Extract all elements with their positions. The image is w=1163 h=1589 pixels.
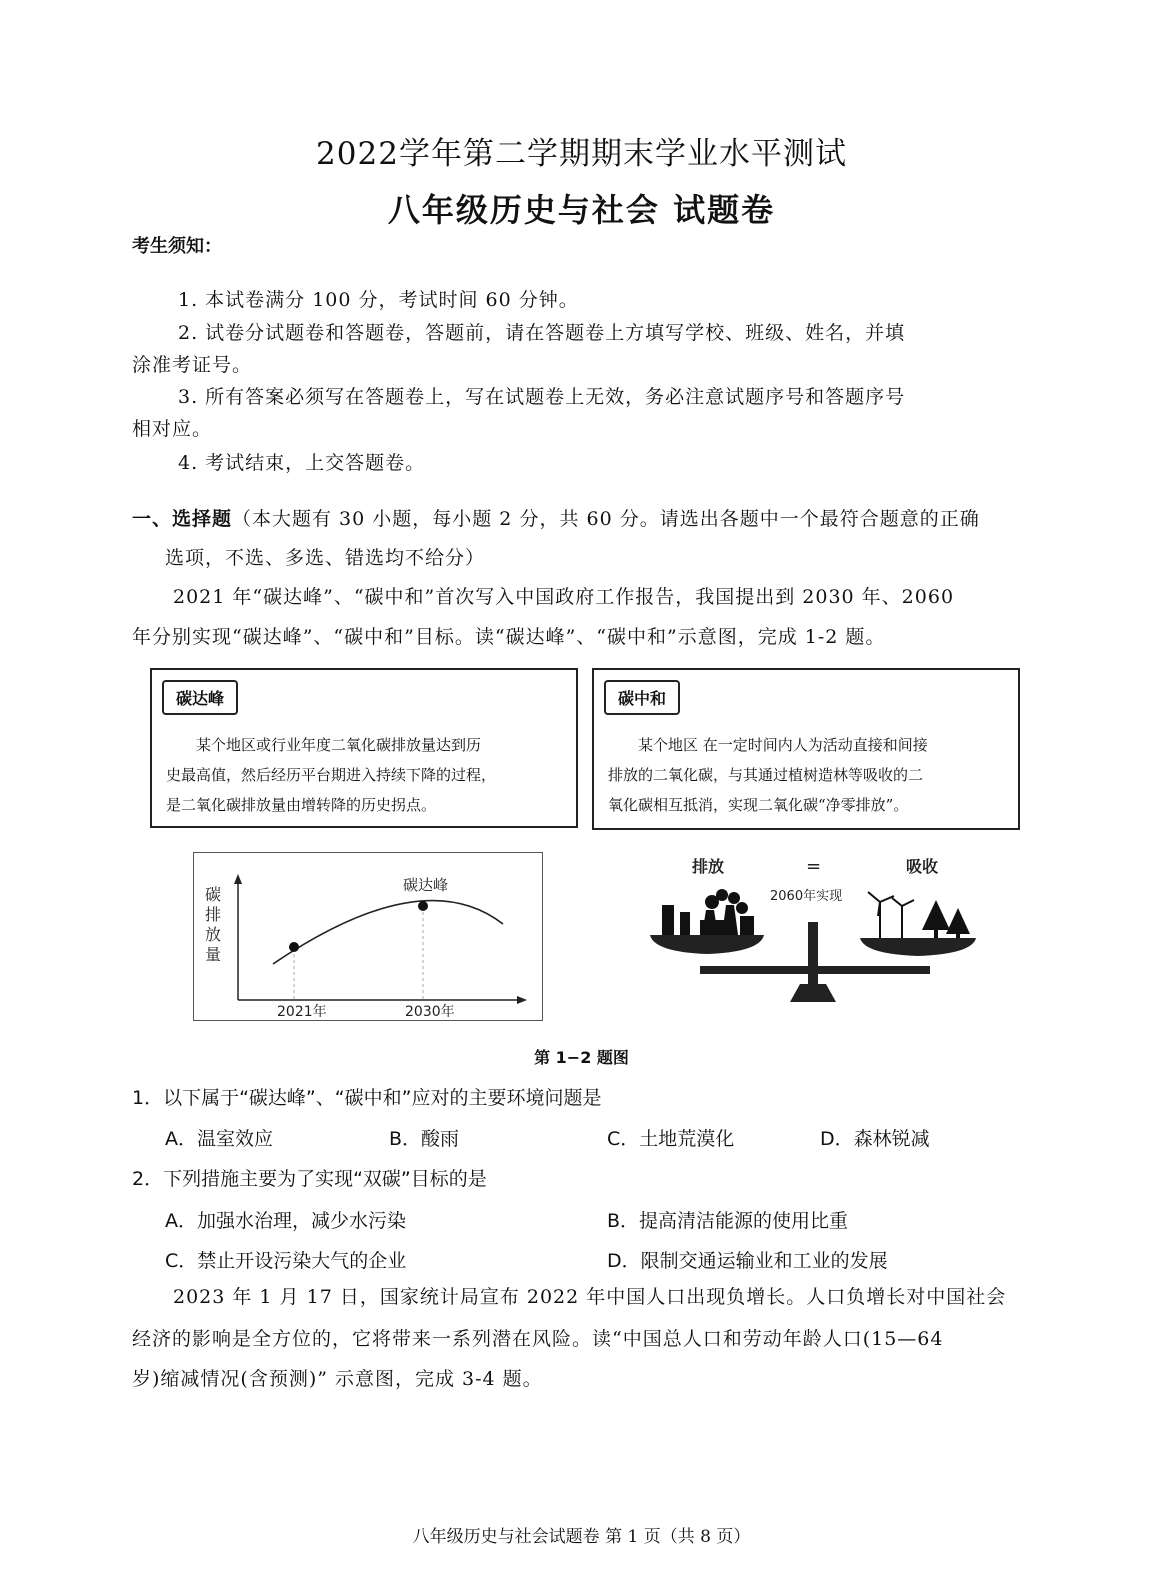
- question-2-option-c[interactable]: C．禁止开设污染大气的企业: [165, 1250, 407, 1272]
- question-1-option-b[interactable]: B．酸雨: [389, 1128, 460, 1150]
- carbon-peak-line2: 史最高值，然后经历平台期进入持续下降的过程，: [166, 766, 497, 784]
- figure-caption: 第 1−2 题图: [534, 1048, 629, 1067]
- carbon-neutral-tag: 碳中和: [604, 680, 680, 715]
- question-2-stem: 2．下列措施主要为了实现“双碳”目标的是: [132, 1168, 487, 1190]
- notice-item-2-cont: 涂准考证号。: [132, 354, 253, 376]
- carbon-peak-chart: [193, 852, 543, 1022]
- carbon-neutral-line2: 排放的二氧化碳，与其通过植树造林等吸收的二: [608, 766, 924, 784]
- passage2-line1: 2023 年 1 月 17 日，国家统计局宣布 2022 年中国人口出现负增长。人口负增长对中国社会: [173, 1286, 1007, 1308]
- question-2-option-d[interactable]: D．限制交通运输业和工业的发展: [607, 1250, 888, 1272]
- carbon-neutral-line1: 某个地区 在一定时间内人为活动直接和间接: [638, 736, 928, 754]
- carbon-peak-box: [150, 668, 578, 828]
- y-axis-label: 碳排放量: [205, 885, 222, 964]
- balance-beam: [700, 966, 930, 974]
- passage1-line1: 2021 年“碳达峰”、“碳中和”首次写入中国政府工作报告，我国提出到 2030 年、2060: [173, 586, 955, 608]
- x-tick-2030: 2030年: [405, 1004, 455, 1020]
- wind-turbine-icon: [868, 892, 914, 938]
- passage2-line2: 经济的影响是全方位的，它将带来一系列潜在风险。读“中国总人口和劳动年龄人口(15—64: [132, 1328, 944, 1350]
- carbon-peak-text: [166, 730, 564, 820]
- balance-post: [808, 922, 818, 984]
- section-desc: （本大题有 30 小题，每小题 2 分，共 60 分。请选出各题中一个最符合题意的正确: [232, 508, 980, 530]
- question-1-stem: 1．以下属于“碳达峰”、“碳中和”应对的主要环境问题是: [132, 1087, 602, 1109]
- chart-frame: [194, 853, 543, 1021]
- left-pan: [650, 935, 764, 954]
- question-1-option-c[interactable]: C．土地荒漠化: [607, 1128, 735, 1150]
- section-desc-cont: 选项，不选、多选、错选均不给分）: [165, 547, 486, 569]
- carbon-neutral-box: [592, 668, 1020, 830]
- notice-heading: 考生须知：: [132, 236, 222, 257]
- page-footer: 八年级历史与社会试题卷 第 1 页（共 8 页）: [412, 1527, 751, 1547]
- carbon-neutral-text: [608, 730, 1006, 820]
- passage1-line2: 年分别实现“碳达峰”、“碳中和”目标。读“碳达峰”、“碳中和”示意图，完成 1-2 题。: [132, 626, 886, 648]
- question-2-option-a[interactable]: A．加强水治理，减少水污染: [165, 1210, 406, 1232]
- balance-illustration: [640, 850, 990, 1010]
- carbon-peak-line1: 某个地区或行业年度二氧化碳排放量达到历: [196, 736, 482, 754]
- notice-item-4: 4. 考试结束，上交答题卷。: [178, 452, 426, 474]
- question-2-option-b[interactable]: B．提高清洁能源的使用比重: [607, 1210, 849, 1232]
- notice-item-3-cont: 相对应。: [132, 418, 213, 440]
- point-peak: [418, 901, 428, 911]
- carbon-peak-tag: 碳达峰: [162, 680, 238, 715]
- notice-item-2: 2. 试卷分试题卷和答题卷，答题前，请在答题卷上方填写学校、班级、姓名，并填: [178, 322, 906, 344]
- balance-base: [790, 984, 836, 1002]
- section-heading: [132, 506, 980, 532]
- carbon-neutral-line3: 氧化碳相互抵消，实现二氧化碳“净零排放”。: [608, 796, 909, 814]
- question-1-option-a[interactable]: A．温室效应: [165, 1128, 273, 1150]
- point-2021: [289, 942, 299, 952]
- right-pan: [860, 938, 976, 956]
- tree-icon: [922, 900, 970, 938]
- notice-item-3: 3. 所有答案必须写在答题卷上，写在试题卷上无效，务必注意试题序号和答题序号: [178, 386, 906, 408]
- section-label: 一、选择题: [132, 508, 233, 530]
- notice-item-1: 1. 本试卷满分 100 分，考试时间 60 分钟。: [178, 289, 579, 311]
- exam-title: 2022学年第二学期期末学业水平测试: [316, 136, 847, 172]
- question-1-option-d[interactable]: D．森林锐减: [820, 1128, 930, 1150]
- absorption-label: 吸收: [906, 857, 939, 876]
- factory-icon: [662, 889, 754, 935]
- peak-annotation: 碳达峰: [403, 876, 449, 894]
- emission-label: 排放: [692, 857, 725, 876]
- balance-caption: 2060年实现: [770, 889, 843, 904]
- passage2-line3: 岁)缩减情况(含预测)” 示意图，完成 3-4 题。: [132, 1368, 543, 1390]
- carbon-peak-line3: 是二氧化碳排放量由增转降的历史拐点。: [166, 796, 437, 814]
- equals-sign: =: [806, 856, 822, 877]
- exam-subtitle: 八年级历史与社会 试题卷: [387, 191, 776, 229]
- x-tick-2021: 2021年: [277, 1004, 327, 1020]
